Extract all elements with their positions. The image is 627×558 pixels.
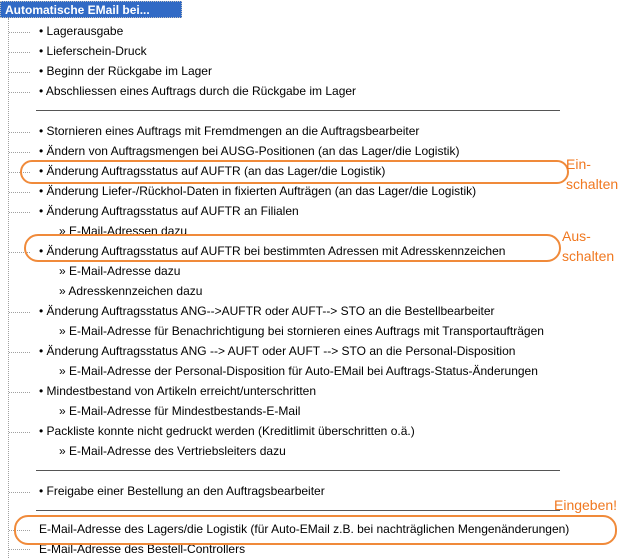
highlight-oval-enter: [14, 515, 617, 545]
tree-subitem[interactable]: » E-Mail-Adresse des Vertriebsleiters dazu: [59, 444, 286, 458]
tree-item[interactable]: • Mindestbestand von Artikeln erreicht/unterschritten: [39, 384, 317, 398]
tree-item[interactable]: • Änderung Liefer-/Rückhol-Daten in fixierten Aufträgen (an das Lager/die Logistik): [39, 184, 477, 198]
separator: [36, 510, 560, 511]
tree-subitem[interactable]: » E-Mail-Adresse der Personal-Disposition für Auto-EMail bei Auftrags-Status-Änderungen: [59, 364, 538, 378]
tree-subitem[interactable]: » E-Mail-Adresse für Benachrichtigung bei stornieren eines Auftrags mit Transportaufträgen: [59, 324, 544, 338]
tree-item[interactable]: • Änderung Auftragsstatus auf AUFTR an Filialen: [39, 204, 299, 218]
tree-connector: [9, 52, 30, 53]
tree-item[interactable]: E-Mail-Adresse des Bestell-Controllers: [39, 542, 246, 556]
tree-connector: [9, 32, 30, 33]
tree-item[interactable]: • Änderung Auftragsstatus auf AUFTR bei bestimmten Adressen mit Adresskennzeichen: [39, 244, 506, 258]
highlight-oval-enable: [20, 160, 569, 184]
annotation-ausschalten: Aus- schalten: [562, 228, 615, 264]
tree-subitem[interactable]: » E-Mail-Adresse für Mindestbestands-E-Mail: [59, 404, 301, 418]
tree-connector: [9, 392, 30, 393]
tree-subitem[interactable]: » E-Mail-Adressen dazu: [59, 224, 188, 238]
tree-subitem[interactable]: » Adresskennzeichen dazu: [59, 284, 203, 298]
tree-connector: [9, 492, 30, 493]
tree-item[interactable]: • Stornieren eines Auftrags mit Fremdmengen an die Auftragsbearbeiter: [39, 124, 420, 138]
tree-item[interactable]: E-Mail-Adresse des Lagers/die Logistik (für Auto-EMail z.B. bei nachträglichen Mengenänderungen): [39, 522, 570, 536]
tree-connector: [9, 432, 30, 433]
tree-root-node[interactable]: Automatische EMail bei...: [0, 1, 182, 18]
tree-connector: [9, 192, 30, 193]
separator: [36, 110, 560, 111]
tree-connector: [9, 352, 30, 353]
tree-item[interactable]: • Lieferschein-Druck: [39, 44, 147, 58]
annotation-eingeben: Eingeben!: [554, 497, 618, 513]
tree-item[interactable]: • Änderung Auftragsstatus ANG-->AUFTR oder AUFT--> STO an die Bestellbearbeiter: [39, 304, 495, 318]
tree-item[interactable]: • Packliste konnte nicht gedruckt werden (Kreditlimit überschritten o.ä.): [39, 424, 415, 438]
tree-connector: [9, 132, 30, 133]
tree-item[interactable]: • Lagerausgabe: [39, 24, 124, 38]
tree-connector: [9, 152, 30, 153]
annotation-einschalten: Ein- schalten: [566, 156, 619, 192]
tree-item[interactable]: • Beginn der Rückgabe im Lager: [39, 64, 212, 78]
tree-subitem[interactable]: » E-Mail-Adresse dazu: [59, 264, 181, 278]
tree-connector: [9, 92, 30, 93]
tree-connector: [9, 312, 30, 313]
separator: [36, 470, 560, 471]
tree-item[interactable]: • Ändern von Auftragsmengen bei AUSG-Positionen (an das Lager/die Logistik): [39, 144, 460, 158]
tree-item[interactable]: • Abschliessen eines Auftrags durch die Rückgabe im Lager: [39, 84, 357, 98]
tree-connector: [9, 72, 30, 73]
tree-item[interactable]: • Änderung Auftragsstatus ANG --> AUFT oder AUFT --> STO an die Personal-Disposition: [39, 344, 516, 358]
tree-connector: [9, 549, 30, 550]
tree-item[interactable]: • Freigabe einer Bestellung an den Auftragsbearbeiter: [39, 484, 325, 498]
tree-connector: [9, 212, 30, 213]
highlight-oval-disable: [24, 234, 561, 262]
tree-connector-line: [8, 18, 9, 558]
tree-item[interactable]: • Änderung Auftragsstatus auf AUFTR (an das Lager/die Logistik): [39, 164, 386, 178]
